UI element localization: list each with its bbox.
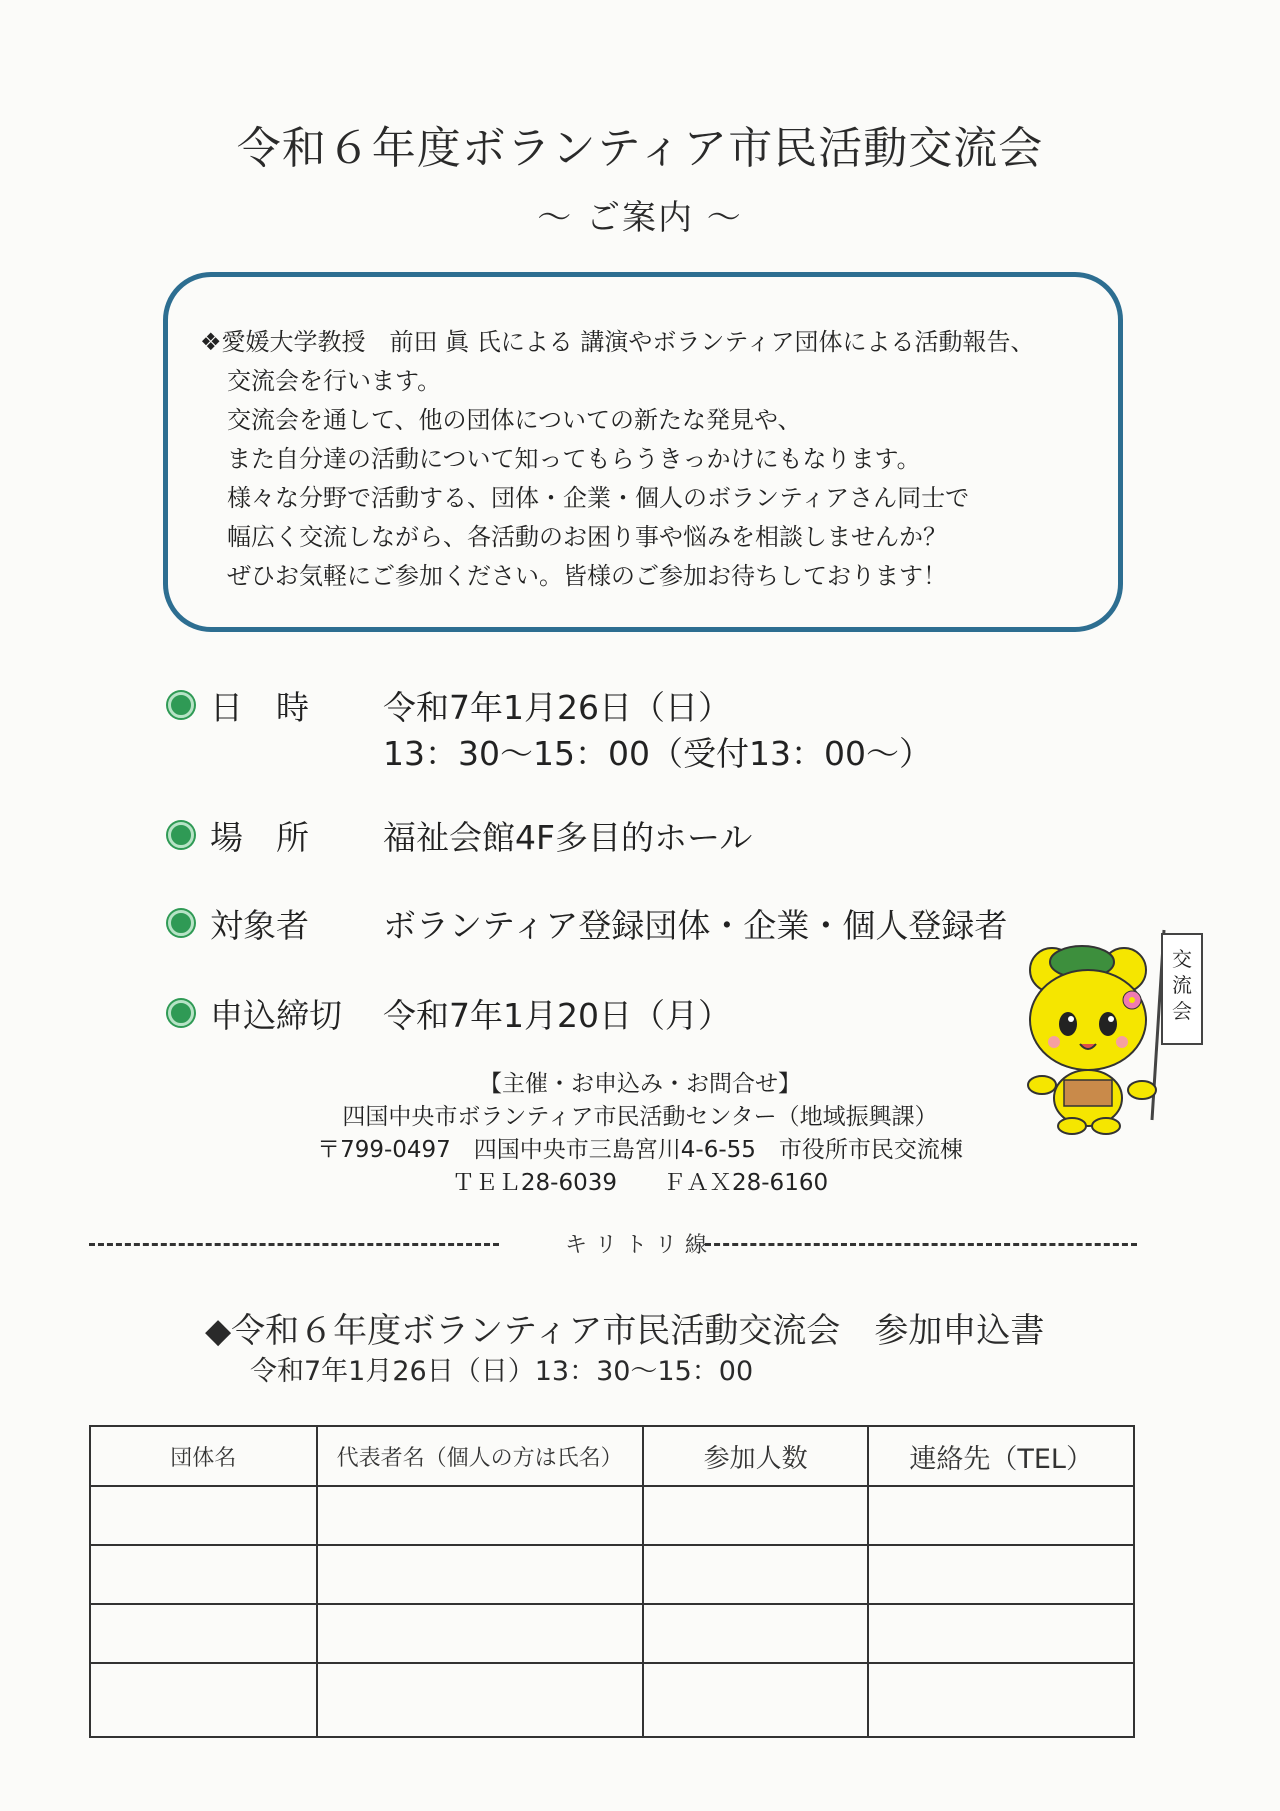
table-cell[interactable] <box>643 1545 869 1604</box>
form-title: ◆令和６年度ボランティア市民活動交流会 参加申込書 <box>205 1311 1045 1351</box>
table-cell[interactable] <box>317 1604 643 1663</box>
intro-line: 様々な分野で活動する、団体・企業・個人のボランティアさん同士で <box>227 484 970 512</box>
intro-line: ❖愛媛大学教授 前田 眞 氏による 講演やボランティア団体による活動報告、 <box>200 328 1035 356</box>
target-value: ボランティア登録団体・企業・個人登録者 <box>383 906 1008 945</box>
intro-line: 交流会を行います。 <box>227 367 442 395</box>
table-cell[interactable] <box>643 1663 869 1737</box>
column-header: 連絡先（TEL） <box>868 1426 1134 1486</box>
cut-line-label: キリトリ線 <box>564 1233 715 1258</box>
contact-org: 四国中央市ボランティア市民活動センター（地域振興課） <box>342 1104 938 1130</box>
page-title: 令和６年度ボランティア市民活動交流会 <box>236 123 1044 174</box>
table-cell[interactable] <box>868 1604 1134 1663</box>
place-value: 福祉会館4F多目的ホール <box>383 818 753 857</box>
column-header: 代表者名（個人の方は氏名） <box>317 1426 643 1486</box>
table-header-row <box>90 1426 1134 1486</box>
intro-line: ぜひお気軽にご参加ください。皆様のご参加お待ちしております！ <box>227 562 947 590</box>
table-cell[interactable] <box>317 1545 643 1604</box>
table-cell[interactable] <box>868 1486 1134 1545</box>
table-cell[interactable] <box>317 1663 643 1737</box>
table-cell[interactable] <box>90 1604 317 1663</box>
intro-line: 交流会を通して、他の団体についての新たな発見や、 <box>227 406 802 434</box>
deadline-label: 申込締切 <box>210 996 342 1035</box>
time-value: 13：30～15：00（受付13：00～） <box>383 734 932 773</box>
date-value: 令和7年1月26日（日） <box>383 688 731 727</box>
bullet-dot-icon <box>168 1000 194 1026</box>
bullet-dot-icon <box>168 822 194 848</box>
bullet-dot-icon <box>168 692 194 718</box>
target-label: 対象者 <box>210 906 309 945</box>
table-cell[interactable] <box>868 1663 1134 1737</box>
table-cell[interactable] <box>90 1486 317 1545</box>
form-date: 令和7年1月26日（日）13：30～15：00 <box>250 1356 754 1387</box>
table-row <box>90 1663 1134 1737</box>
table-cell[interactable] <box>643 1486 869 1545</box>
table-cell[interactable] <box>90 1663 317 1737</box>
table-row <box>90 1486 1134 1545</box>
contact-address: 〒799-0497 四国中央市三島宮川4-6-55 市役所市民交流棟 <box>317 1137 963 1163</box>
column-header: 団体名 <box>90 1426 317 1486</box>
column-header: 参加人数 <box>643 1426 869 1486</box>
table-row <box>90 1604 1134 1663</box>
intro-line: 幅広く交流しながら、各活動のお困り事や悩みを相談しませんか？ <box>227 523 947 551</box>
table-cell[interactable] <box>868 1545 1134 1604</box>
intro-line: また自分達の活動について知ってもらうきっかけにもなります。 <box>227 445 921 473</box>
deadline-value: 令和7年1月20日（月） <box>383 996 731 1035</box>
contact-heading: 【主催・お申込み・お問合せ】 <box>479 1071 801 1097</box>
table-row <box>90 1545 1134 1604</box>
contact-phone: ＴＥＬ28-6039 ＦＡＸ28-6160 <box>451 1170 829 1196</box>
application-table <box>89 1425 1135 1738</box>
bullet-dot-icon <box>168 910 194 936</box>
date-label: 日 時 <box>210 688 309 727</box>
page-subtitle: ～ ご案内 ～ <box>537 198 743 238</box>
flag-char: 交流会 <box>1172 947 1192 1023</box>
table-cell[interactable] <box>90 1545 317 1604</box>
place-label: 場 所 <box>210 818 309 857</box>
table-cell[interactable] <box>317 1486 643 1545</box>
table-cell[interactable] <box>643 1604 869 1663</box>
